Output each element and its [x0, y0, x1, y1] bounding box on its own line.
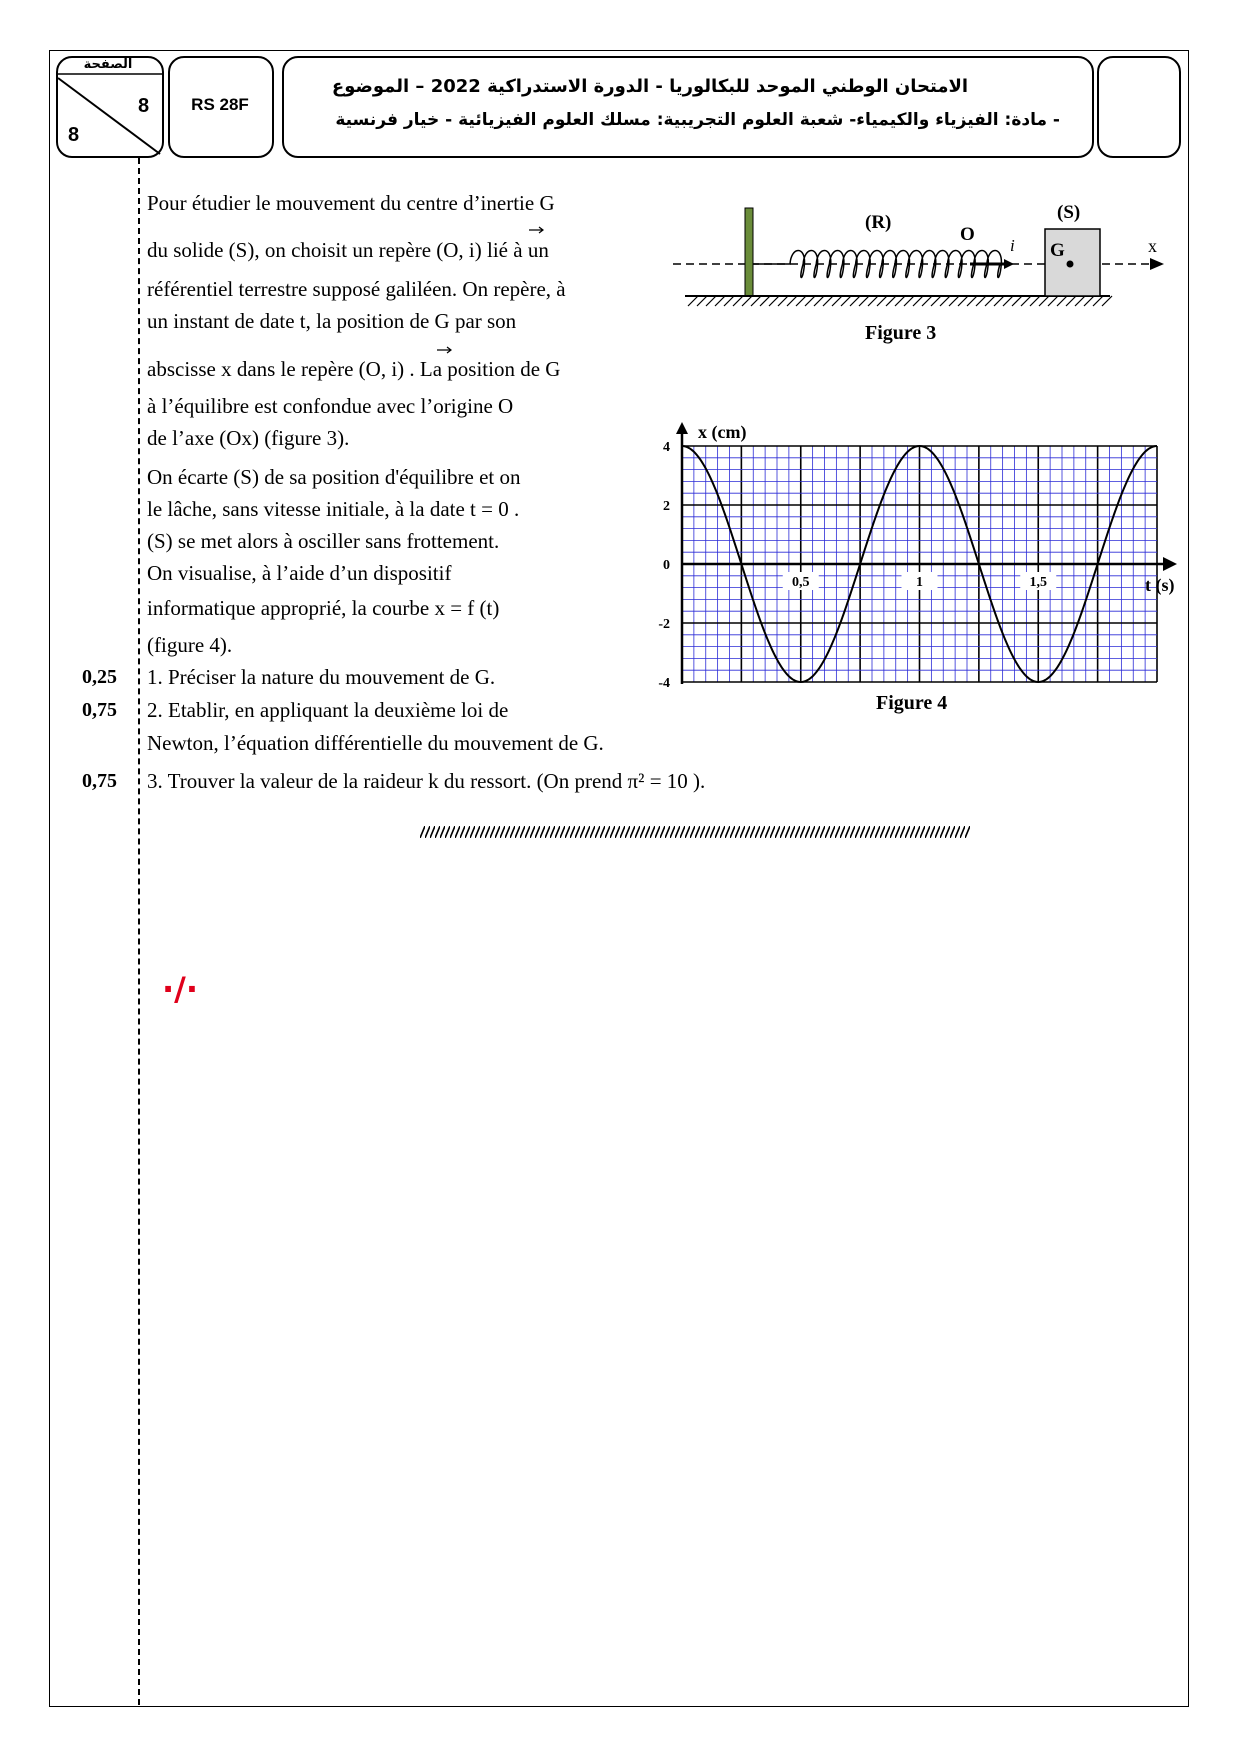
text-line-12: informatique approprié, la courbe x = f (t) [147, 596, 500, 620]
text-line-4: un instant de date t, la position de G par son [147, 309, 517, 333]
points-q1: 0,25 [82, 666, 117, 688]
figure-3-vector-label: i [1010, 236, 1015, 255]
page-total: 8 [68, 124, 80, 146]
chart-y-tick-label: 4 [663, 440, 670, 455]
text-line-6: à l’équilibre est confondue avec l’origine O [147, 394, 514, 418]
text-line-10: (S) se met alors à osciller sans frottement. [147, 529, 500, 553]
page-label: الصفحة [83, 57, 133, 72]
points-q2: 0,75 [82, 699, 117, 721]
chart-y-axis-arrow-icon [676, 422, 688, 434]
hatched-separator [420, 826, 970, 840]
chart-x-label: t (s) [1145, 575, 1175, 595]
page-current: 8 [138, 95, 150, 117]
question-3: 3. Trouver la valeur de la raideur k du ressort. (On prend π² = 10 ). [147, 769, 706, 793]
red-mark: ·/· [162, 970, 198, 1008]
figure-3-g-label: G [1050, 240, 1065, 261]
exam-title: الامتحان الوطني الموحد للبكالوريا - الدورة الاستدراكية 2022 – الموضوع [331, 76, 969, 97]
text-line-8: On écarte (S) de sa position d'équilibre et on [147, 465, 521, 489]
text-line-9: le lâche, sans vitesse initiale, à la date t = 0 . [147, 497, 520, 521]
text-line-3: référentiel terrestre supposé galiléen. On repère, à [147, 277, 566, 301]
figure-3-solid-label: (S) [1057, 202, 1081, 223]
points-q3: 0,75 [82, 770, 117, 792]
figure-3-caption: Figure 3 [865, 322, 937, 344]
chart-y-tick-label: -2 [658, 617, 670, 632]
chart-y-label: x (cm) [698, 422, 747, 442]
question-2-cont: Newton, l’équation différentielle du mouvement de G. [147, 731, 604, 755]
exam-code: RS 28F [191, 95, 249, 114]
question-2: 2. Etablir, en appliquant la deuxième loi de [147, 698, 509, 722]
chart-x-tick-label: 1 [916, 575, 923, 590]
chart-x-tick-label: 1,5 [1029, 575, 1047, 590]
text-line-2: du solide (S), on choisit un repère (O, i) lié à un [147, 238, 549, 262]
chart-y-tick-label: 2 [663, 499, 670, 514]
exam-subject: - مادة: الفيزياء والكيمياء- شعبة العلوم التجريبية: مسلك العلوم الفيزيائية - خيار فرنسية [335, 110, 1060, 130]
text-line-11: On visualise, à l’aide d’un dispositif [147, 561, 452, 585]
figure-4-caption: Figure 4 [876, 692, 948, 714]
figure-3-axis-label: x [1148, 236, 1157, 256]
chart-x-axis-arrow-icon [1163, 557, 1177, 571]
text-line-13: (figure 4). [147, 633, 233, 657]
chart-y-tick-label: -4 [658, 676, 670, 691]
text-line-5: abscisse x dans le repère (O, i) . La position de G [147, 357, 561, 381]
text-line-1: Pour étudier le mouvement du centre d’inertie G [147, 191, 555, 215]
figure-3-spring-label: (R) [865, 212, 892, 233]
chart-y-tick-label: 0 [663, 558, 670, 573]
chart-x-tick-label: 0,5 [792, 575, 810, 590]
figure-3-origin-label: O [960, 224, 975, 245]
text-line-7: de l’axe (Ox) (figure 3). [147, 426, 350, 450]
question-1: 1. Préciser la nature du mouvement de G. [147, 665, 496, 689]
